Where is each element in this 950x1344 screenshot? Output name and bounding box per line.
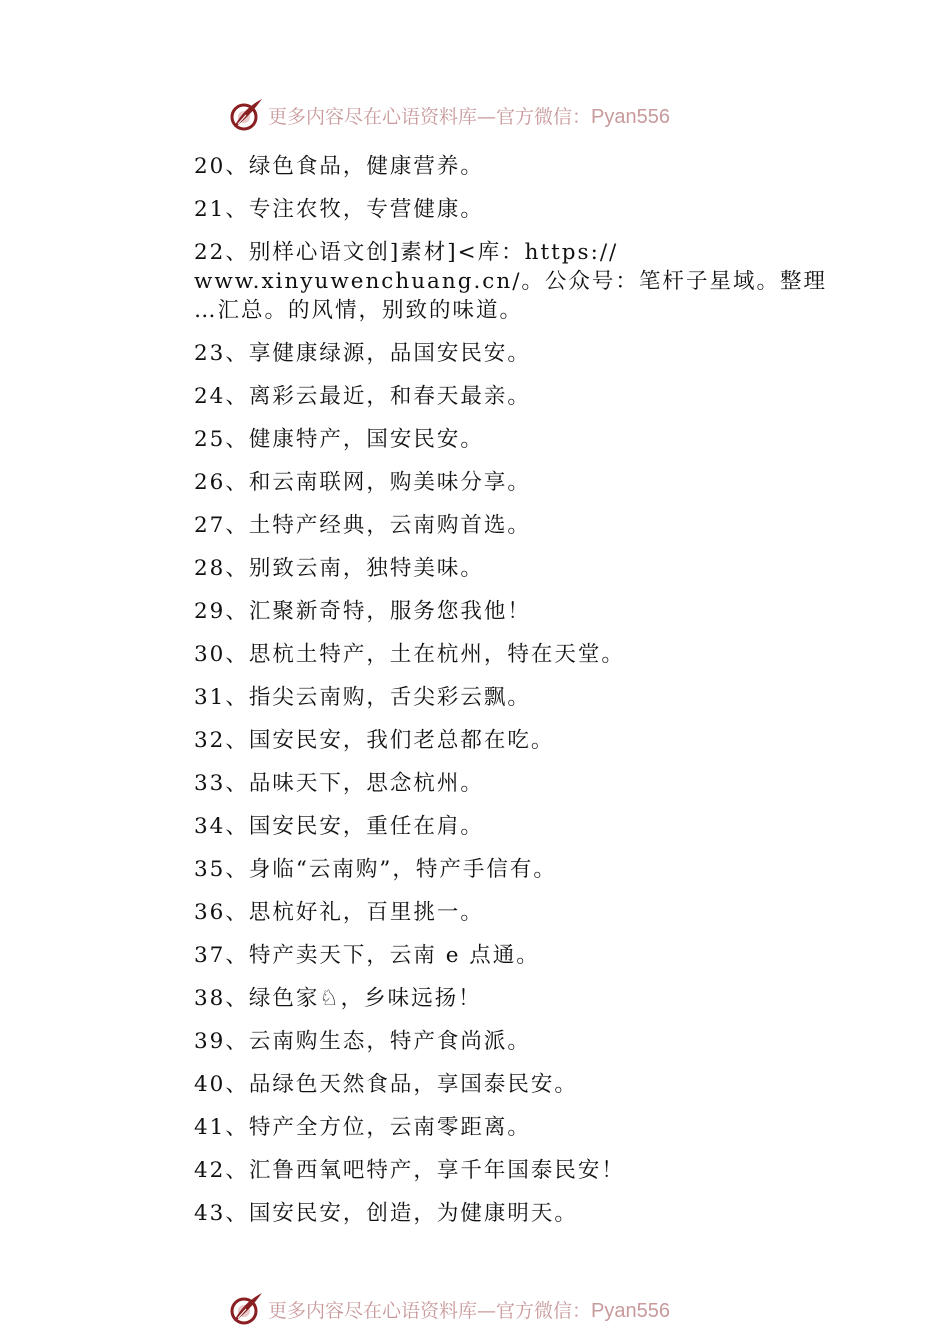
list-item-text: www.xinyuwenchuang.cn/。公众号：笔杆子星域。整理 xyxy=(194,269,827,294)
list-item xyxy=(194,238,834,325)
header-wechat-id: Pyan556 xyxy=(591,105,670,128)
list-item: 29、汇聚新奇特，服务您我他！ xyxy=(194,599,531,624)
list-item: 40、品绿色天然食品，享国泰民安。 xyxy=(194,1072,578,1097)
footer-banner-text xyxy=(268,1296,670,1323)
slogan-list xyxy=(194,152,834,1242)
list-item: 20、绿色食品，健康营养。 xyxy=(194,154,484,179)
footer-wechat-id: Pyan556 xyxy=(591,1299,670,1322)
list-item: 30、思杭土特产，土在杭州，特在天堂。 xyxy=(194,642,625,667)
list-item: 32、国安民安，我们老总都在吃。 xyxy=(194,728,555,753)
footer-banner xyxy=(228,1290,748,1328)
header-banner-text xyxy=(268,102,670,129)
list-item: 38、绿色家♘，乡味远扬！ xyxy=(194,986,482,1011)
list-item: 37、特产卖天下，云南 e 点通。 xyxy=(194,943,540,968)
list-item: 34、国安民安，重任在肩。 xyxy=(194,814,484,839)
list-item: 41、特产全方位，云南零距离。 xyxy=(194,1115,531,1140)
list-item-text: 22、别样心语文创]素材]<库：https:// xyxy=(194,240,619,265)
list-item: 42、汇鲁西氧吧特产，享千年国泰民安！ xyxy=(194,1158,625,1183)
list-item: 26、和云南联网，购美味分享。 xyxy=(194,470,531,495)
list-item: 28、别致云南，独特美味。 xyxy=(194,556,484,581)
header-banner xyxy=(228,96,748,134)
list-item: 23、享健康绿源，品国安民安。 xyxy=(194,341,531,366)
list-item: 31、指尖云南购，舌尖彩云飘。 xyxy=(194,685,531,710)
header-banner-label: 更多内容尽在心语资料库—官方微信： xyxy=(268,105,592,128)
list-item: 27、土特产经典，云南购首选。 xyxy=(194,513,531,538)
list-item: 35、身临“云南购”，特产手信有。 xyxy=(194,857,557,882)
list-item: 36、思杭好礼，百里挑一。 xyxy=(194,900,484,925)
list-item: 39、云南购生态，特产食尚派。 xyxy=(194,1029,531,1054)
quill-logo-icon xyxy=(228,97,264,133)
list-item: 33、品味天下，思念杭州。 xyxy=(194,771,484,796)
footer-banner-label: 更多内容尽在心语资料库—官方微信： xyxy=(268,1299,592,1322)
quill-logo-icon xyxy=(228,1291,264,1327)
list-item: 24、离彩云最近，和春天最亲。 xyxy=(194,384,531,409)
list-item: 25、健康特产，国安民安。 xyxy=(194,427,484,452)
list-item-text: …汇总。的风情，别致的味道。 xyxy=(194,298,524,323)
list-item: 43、国安民安，创造，为健康明天。 xyxy=(194,1201,578,1226)
list-item: 21、专注农牧，专营健康。 xyxy=(194,197,484,222)
